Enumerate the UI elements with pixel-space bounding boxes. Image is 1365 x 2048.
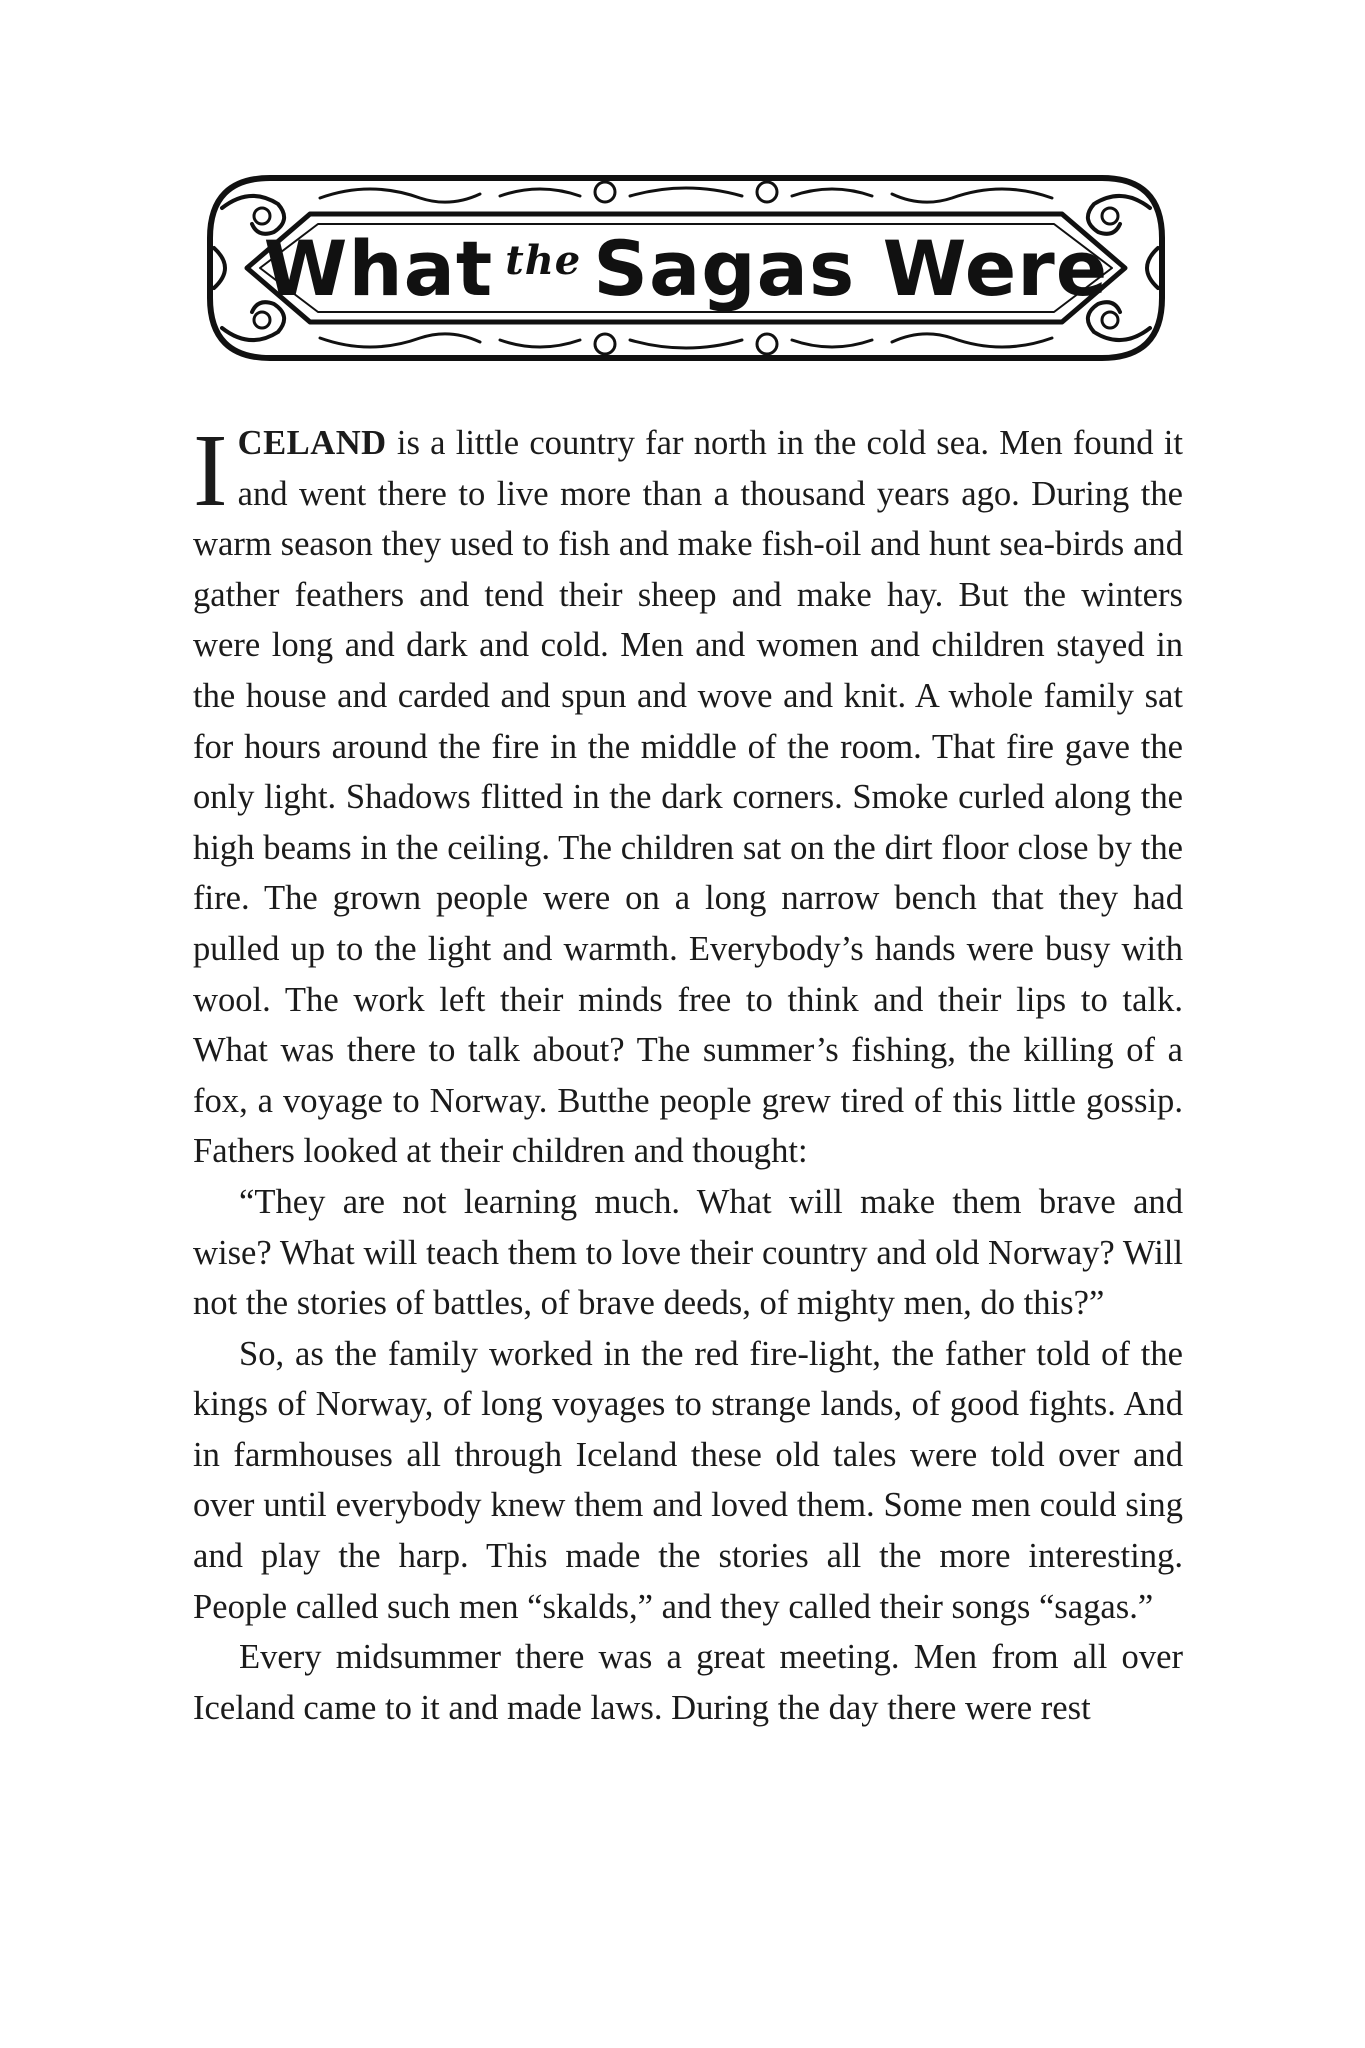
paragraph-1 (193, 413, 1183, 1177)
chapter-title-what: What (263, 223, 494, 313)
paragraph-1-text: is a little country far north in the cold sea. Men found it and went there to live more than a thousand years ago. During the warm season they used to fish and make fish-oil and hunt sea-birds and gather feathers and tend their sheep and make hay. But the winters were long and dark and cold. Men and women and children stayed in the house and carded and spun and wove and knit. A whole family sat for hours around the fire in the middle of the room. That fire gave the only light. Shadows flitted in the dark corners. Smoke curled along the high beams in the ceiling. The children sat on the dirt floor close by the fire. The grown people were on a long narrow bench that they had pulled up to the light and warmth. Everybody’s hands were busy with wool. The work left their minds free to think and their lips to talk. What was there to talk about? The summer’s fishing, the killing of a fox, a voyage to Norway. Butthe people grew tired of this little gossip. Fathers looked at their children and thought: (193, 424, 1183, 1171)
chapter-header (200, 168, 1172, 368)
lead-word: CELAND (237, 424, 387, 462)
chapter-title-rest: Sagas Were (593, 223, 1109, 313)
drop-cap: I (193, 413, 228, 528)
paragraph-3: So, as the family worked in the red fire-light, the father told of the kings of Norway, of long voyages to strange lands, of good fights. And in farmhouses all through Iceland these old tales were told over and over until everybody knew them and loved them. Some men could sing and play the harp. This made the stories all the more interesting. People called such men “skalds,” and they called their songs “sagas.” (193, 1334, 1183, 1626)
paragraph-2: “They are not learning much. What will make them brave and wise? What will teach them to love their country and old Norway? Will not the stories of battles, of brave deeds, of mighty men, do this?” (193, 1182, 1183, 1323)
chapter-title (200, 168, 1172, 368)
body-text (193, 413, 1183, 1733)
paragraph-4: Every midsummer there was a great meeting. Men from all over Iceland came to it and made laws. During the day there were rest (193, 1638, 1183, 1727)
chapter-title-the: the (505, 236, 582, 284)
